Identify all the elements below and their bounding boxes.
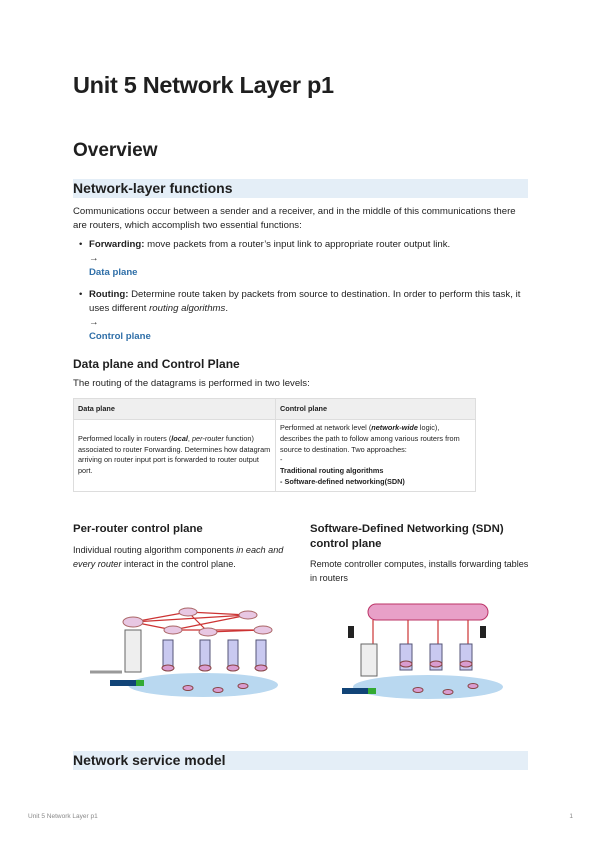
term-routing: Routing: (89, 289, 129, 300)
cell-local: local (171, 433, 188, 443)
planes-table (73, 398, 476, 492)
cell-dash: - (280, 455, 283, 465)
link-data-plane[interactable]: Data plane (89, 267, 138, 278)
per-router-text (73, 543, 288, 571)
routing-algorithms-italic: routing algorithms (149, 303, 226, 315)
subsection-intro: The routing of the datagrams is performed in two levels: (73, 378, 310, 389)
sdn-diagram (328, 602, 503, 702)
arrow-icon: → (89, 317, 99, 328)
footer-title: Unit 5 Network Layer p1 (28, 813, 98, 820)
sdn-text: Remote controller computes, installs forwarding tables in routers (310, 559, 529, 583)
cell-text: Performed at network level ( (280, 423, 372, 432)
per-router-text-b: in each and every router (73, 545, 284, 569)
cell-traditional: Traditional routing algorithms (280, 466, 384, 476)
page-title: Unit 5 Network Layer p1 (73, 72, 334, 98)
network-cloud (353, 675, 503, 699)
overview-heading: Overview (73, 140, 158, 161)
remote-controller (368, 604, 488, 620)
cell-text: Performed locally in routers ( (78, 433, 172, 443)
cell-text: logic), describes the path to follow among various routers from source to destination. Two approaches: (280, 423, 460, 454)
routing-text: Determine route taken by packets from source to destination. In order to perform this task, it uses different (89, 289, 521, 315)
page-number: 1 (569, 813, 573, 820)
forwarding-text: move packets from a router’s input link to appropriate router output link. (144, 239, 451, 250)
sdn-heading: Software-Defined Networking (SDN) control plane (310, 523, 504, 550)
cell-sdn: - Software-defined networking(SDN) (280, 476, 405, 486)
section-heading-network-layer-functions: Network-layer functions (73, 179, 528, 198)
table-header-control-plane: Control plane (276, 399, 476, 420)
table-cell-data-plane (74, 420, 276, 492)
cell-text: , (187, 433, 192, 443)
intro-paragraph: Communications occur between a sender and a receiver, and in the middle of this communications there are routers, which accomplish two essential functions: (73, 206, 516, 232)
term-forwarding: Forwarding: (89, 239, 145, 250)
per-router-text-a: Individual routing algorithm components (73, 545, 237, 555)
routing-tail: . (225, 303, 229, 315)
network-cloud (128, 673, 278, 697)
cell-per-router: per-router (191, 433, 224, 443)
table-cell-control-plane (276, 420, 476, 492)
section-heading-network-service-model: Network service model (73, 751, 528, 770)
cell-network-wide: network-wide (371, 423, 418, 432)
cell-text: function) associated to router Forwarding. Determines how datagram arriving on router input port is forwarded to router output port. (78, 433, 271, 476)
per-router-heading: Per-router control plane (73, 523, 203, 535)
subsection-heading: Data plane and Control Plane (73, 357, 240, 371)
per-router-diagram (88, 600, 278, 700)
per-router-text-c: interact in the control plane. (121, 559, 236, 569)
link-control-plane[interactable]: Control plane (89, 331, 151, 342)
arrow-icon: → (89, 253, 99, 264)
table-header-data-plane: Data plane (74, 399, 276, 420)
